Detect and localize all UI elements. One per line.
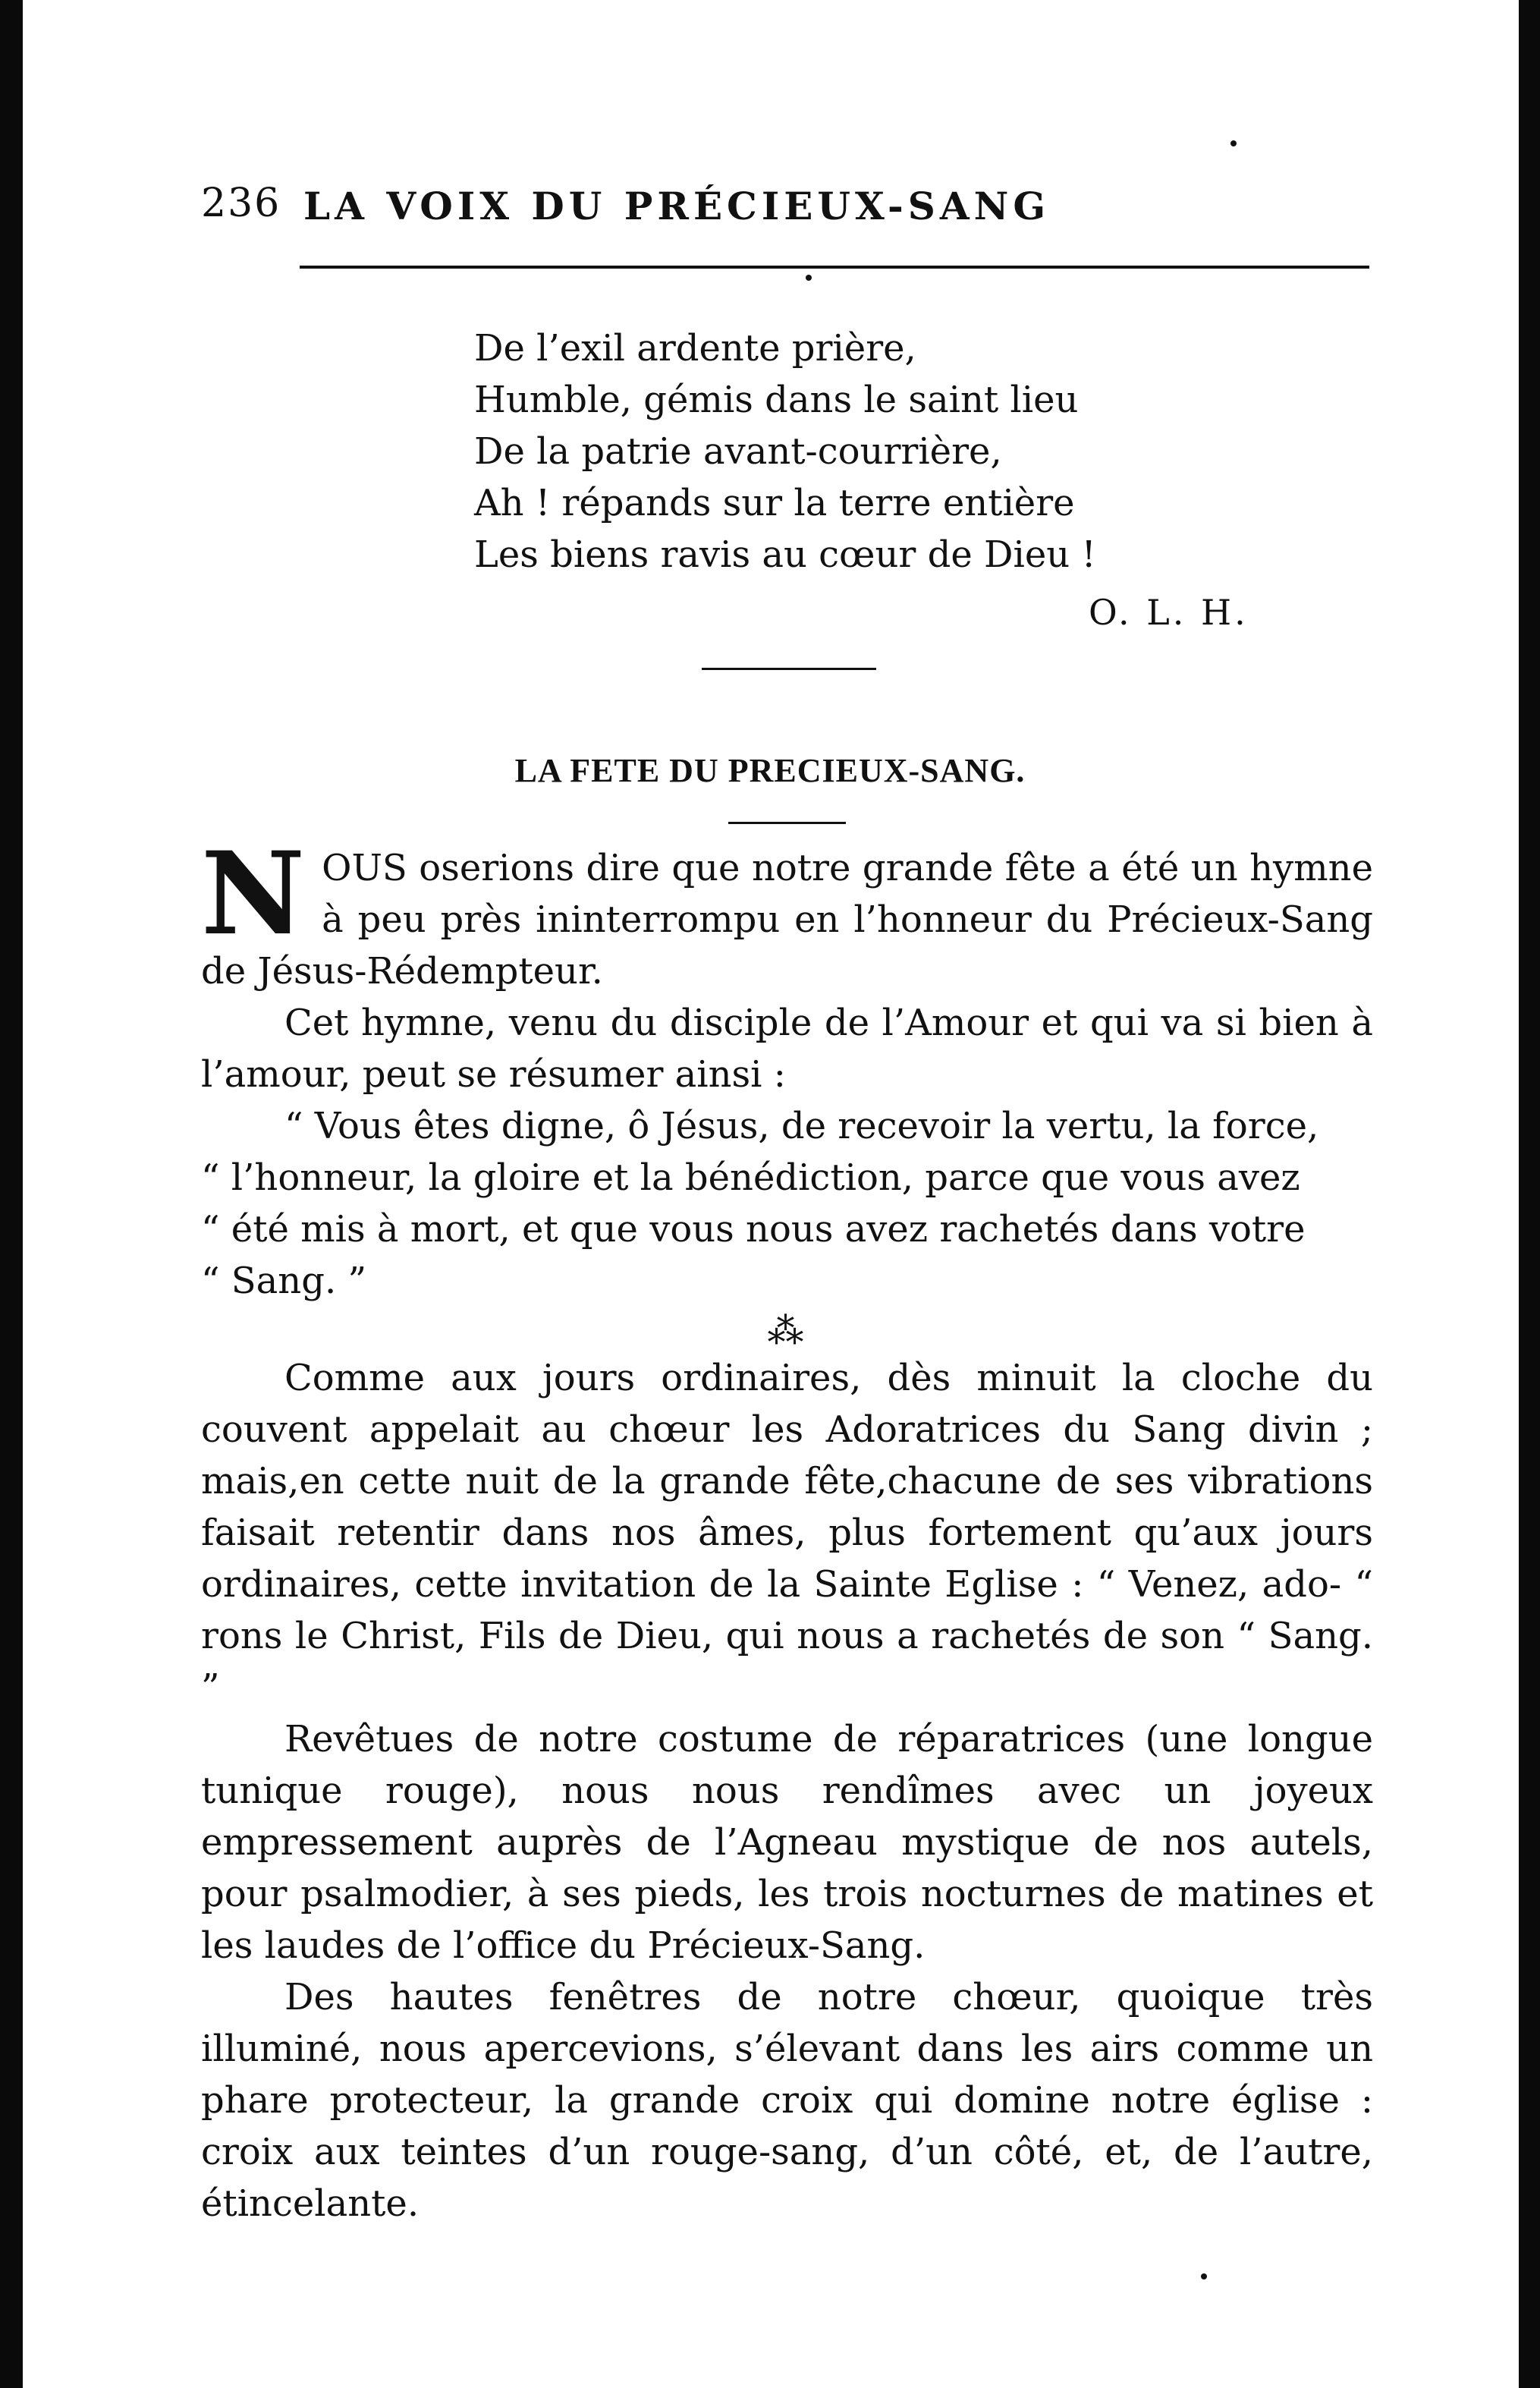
poem-line: De la patrie avant-courrière,: [474, 430, 1002, 473]
drop-cap: N: [201, 827, 306, 961]
scan-left-edge: [0, 0, 23, 2388]
scan-right-edge: [1519, 0, 1540, 2388]
poem-line: Ah ! répands sur la terre entière: [474, 482, 1075, 524]
article-body: [201, 827, 1373, 2229]
poem-signature: O. L. H.: [1089, 592, 1249, 633]
scan-speck: [806, 275, 812, 281]
paragraph: Cet hymne, venu du disciple de l’Amour et qui va si bien à l’amour, peut se résumer ainsi :: [201, 1002, 1373, 1096]
paragraph: Des hautes fenêtres de notre chœur, quoique très illuminé, nous apercevions, s’élevant dans les airs comme un phare protecteur, la grande croix qui domine notre église : croix aux teintes d’un rouge-sang, d’un côté, et, de l’autre, étincelante.: [201, 1976, 1373, 2225]
quote-line: “ Vous êtes digne, ô Jésus, de recevoir la vertu, la force,: [284, 1105, 1319, 1147]
scan-speck: [1230, 140, 1237, 146]
title-underline-rule: [728, 822, 846, 824]
poem-line: De l’exil ardente prière,: [474, 327, 916, 370]
intro-paragraph: [201, 827, 1373, 997]
quote-line: “ Sang. ”: [201, 1260, 366, 1302]
asterism-separator: ⁂: [767, 1310, 807, 1352]
section-divider: [702, 668, 876, 670]
section-title: LA FETE DU PRECIEUX-SANG.: [514, 752, 1026, 789]
quote-line: “ été mis à mort, et que vous nous avez rachetés dans votre: [201, 1208, 1306, 1251]
paragraph: Comme aux jours ordinaires, dès minuit la cloche du couvent appelait au chœur les Adoratrices du Sang divin ; mais,en cette nuit de la grande fête,chacune de ses vibrations faisait retentir dans nos âmes, plus fortement qu’aux jours ordinaires, cette invitation de la Sainte Eglise : “ Venez, ado- “ rons le Christ, Fils de Dieu, qui nous a rachetés de son “ Sang. ”: [201, 1357, 1373, 1709]
poem: [474, 322, 1096, 580]
page-number: 236: [201, 181, 281, 226]
poem-line: Les biens ravis au cœur de Dieu !: [474, 533, 1096, 576]
scan-speck: [1201, 2273, 1207, 2279]
paragraph: Revêtues de notre costume de réparatrices (une longue tunique rouge), nous nous rendîmes avec un joyeux empressement auprès de l’Agneau mystique de nos autels, pour psalmodier, à ses pieds, les trois nocturnes de matines et les laudes de l’office du Précieux-Sang.: [201, 1718, 1373, 1967]
running-head: LA VOIX DU PRÉCIEUX-SANG: [303, 184, 1051, 228]
quote-line: “ l’honneur, la gloire et la bénédiction, parce que vous avez: [201, 1156, 1300, 1199]
header-rule: [300, 266, 1369, 269]
intro-text: OUS oserions dire que notre grande fête a été un hymne à peu près ininterrompu en l’honneur du Précieux-Sang de Jésus-Rédempteur.: [201, 847, 1373, 993]
poem-line: Humble, gémis dans le saint lieu: [474, 379, 1079, 421]
